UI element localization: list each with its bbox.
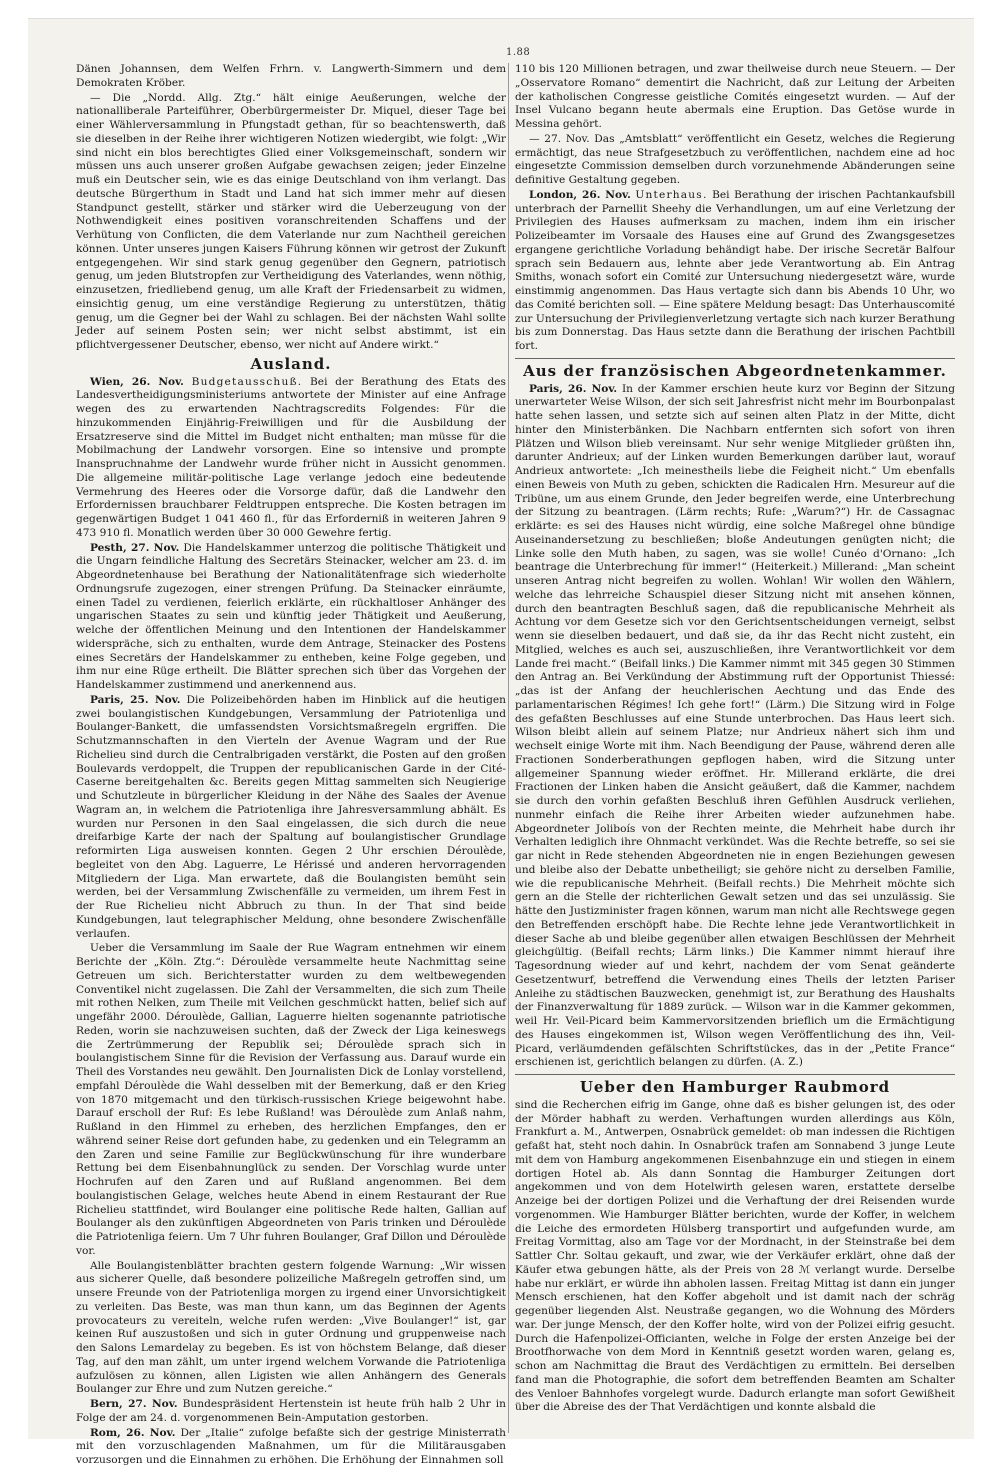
article-paris bbox=[76, 694, 506, 942]
article-wien bbox=[76, 376, 506, 541]
dateline-pesth: Pesth, 27. Nov. bbox=[90, 541, 180, 554]
section-title-raubmord: Ueber den Hamburger Raubmord bbox=[579, 1078, 891, 1096]
article-paris-2: Ueber die Versammlung im Saale der Rue Wagram entnehmen wir einem Berichte der „Köln. Ztg.“: Déroulède versammelte heute Nachmittag seine Getreuen um sich. Berichterstatter wurden zu dem weltbewegenden Conventikel nicht zugelassen. Die Zahl der Versammelten, die sich zum Theile mit rothen Nelken, zum Theile mit Veilchen geschmückt hatten, belief sich auf ungefähr 2000. Déroulède, Gallian, Laguerre hielten sogenannte patriotische Reden, worin sie nachzuweisen suchten, daß der Zweck der Liga keineswegs die Zertrümmerung der Republik sei; Déroulède sprach sich in boulangistischem Sinne für die Revision der Verfassung aus. Darauf wurde ein Theil des Vorstandes neu gewählt. Den Journalisten Dick de Lonlay vorstellend, empfahl Déroulède die Wahl desselben mit der Bemerkung, daß er den Krieg von 1870 mitgemacht und den türkisch-russischen Kriege beigewohnt habe. Darauf erscholl der Ruf: Es lebe Rußland! was Déroulède zum Anlaß nahm, Rußland in den Himmel zu erheben, des herzlichen Empfanges, den er während seiner Reise dort gefunden habe, zu gedenken und ein Telegramm an den Zaren und seine Familie zur Beglückwünschung für ihre wunderbare Rettung bei dem Eisenbahnunglück zu senden. Der Vorschlag wurde unter Hochrufen auf den Zaren und auf Rußland angenommen. Bei dem boulangistischen Gelage, welches heute Abend in einem Restaurant der Rue Richelieu stattfindet, wird Boulanger eine politische Rede halten, Gallian auf Boulanger als den zukünftigen Abgeordneten von Paris trinken und Déroulède die Patriotenliga feiern. Um 7 Uhr fuhren Boulanger, Graf Dillon und Déroulède vor. bbox=[76, 942, 506, 1257]
text-wien: Bei der Berathung des Etats des Landesvertheidigungsministeriums antwortete der Minister auf eine Anfrage wegen des zu erwartenden Nachtragscredits Folgendes: Für die hinzukommenden Einjährig-Freiwilligen und für die Ausbildung der Ersatzreserve sind die Mittel im Budget nicht enthalten; man müsse für die Mobilmachung der Landwehr vorsorgen. Eine so intensive und prompte Inanspruchnahme der Landwehr wurde früher nicht in Aussicht genommen. Die allgemeine militär-politische Lage verlange jedoch eine bedeutende Vermehrung des Heeres oder die Vorsorge dafür, daß die Landwehr den Erfordernissen brauchbarer Feldtruppen entspreche. Die Kosten betragen im gegenwärtigen Budget 1 041 460 fl., für das Erforderniß in weiteren Jahren 9 473 910 fl. Monatlich werden über 30 000 Gewehre fertig. bbox=[76, 375, 506, 539]
dateline-paris-26: Paris, 26. Nov. bbox=[529, 382, 618, 395]
divider-2 bbox=[515, 1074, 955, 1075]
opening-fragment: Dänen Johannsen, dem Welfen Frhrn. v. Langwerth-Simmern und dem Demokraten Kröber. bbox=[76, 63, 506, 89]
section-title-kammer: Aus der französischen Abgeordnetenkammer. bbox=[523, 361, 947, 380]
text-london: Bei Berathung der irischen Pachtankaufsbill unterbrach der Parnellit Sheehy die Verhandlungen, um auf eine Verletzung der Privilegien des Hauses aufmerksam zu machen, indem ihm ein irischer Polizeibeamter im Vorsaale des Hauses eine auf Grund des Zwangsgesetzes ergangene gerichtliche Vorladung behändigt habe. Der irische Secretär Balfour sprach sein Bedauern aus, lehnte aber jede Verantwortung ab. Ein Antrag Smiths, wonach sofort ein Comité zur Untersuchung niedergesetzt wäre, wurde einstimmig angenommen. Das Haus vertagte sich dann bis Abends 10 Uhr, wo das Comité berichten soll. — Eine spätere Meldung besagt: Das Unterhauscomité zur Untersuchung der Privilegienverletzung vertagte sich nach kurzer Berathung bis zum Donnerstag. Das Haus setzte dann die Berathung der irischen Pachtbill fort. bbox=[515, 188, 955, 352]
dateline-wien: Wien, 26. Nov. bbox=[90, 375, 184, 388]
article-kammer bbox=[515, 383, 955, 1071]
dateline-bern: Bern, 27. Nov. bbox=[90, 1398, 178, 1410]
dateline-rom: Rom, 26. Nov. bbox=[90, 1426, 176, 1439]
right-column bbox=[508, 63, 955, 1433]
article-raubmord: sind die Recherchen eifrig im Gange, ohne daß es bisher gelungen ist, des oder der Mörder habhaft zu werden. Verhaftungen wurden allerdings aus Köln, Frankfurt a. M., Antwerpen, Osnabrück gemeldet: ob man indessen die Richtigen gefaßt hat, steht noch dahin. In Osnabrück trafen am Sonnabend 3 junge Leute mit dem von Hamburg angekommenen Eisenbahnzuge ein und stiegen in einem dortigen Hotel ab. Als dann Sonntag die Hamburger Zeitungen dort angekommen und von dem Hotelwirth gelesen waren, erstattete derselbe Anzeige bei der dortigen Polizei und die Verhaftung der drei Reisenden wurde vorgenommen. Wie Hamburger Blätter berichten, wurde der Koffer, in welchem die Leiche des ermordeten Hülsberg transportirt und aufgefunden wurde, am Freitag Vormittag, also am Tage vor der Mordnacht, in der Steinstraße bei dem Sattler Chr. Soltau gekauft, und zwar, wie der Verkäufer erklärt, ohne daß der Käufer etwa gebungen hätte, als der Preis von 28 ℳ verlangt wurde. Derselbe habe nur erklärt, er würde ihn abholen lassen. Freitag Mittag ist dann ein junger Mensch erschienen, hat den Koffer abgeholt und ist damit nach der schräg gegenüber liegenden Alst. Neustraße gegangen, wo die Wohnung des Mörders war. Der junge Mensch, der den Koffer holte, wird von der Polizei eifrig gesucht. Durch die Hafenpolizei-Officianten, welche in Folge der ersten Anzeige bei der Brootfhorwache von dem Mord in Kenntniß gesetzt worden waren, gelang es, schon am Nachmittag die Braut des Verdächtigen zu ermitteln. Bei derselben fand man die Photographie, die sofort dem betreffenden Beamten am Schalter des Venloer Bahnhofes vorgelegt wurde. Dadurch erlangte man sofort Gewißheit über die Abreise des der That Verdächtigen und konnte alsbald die bbox=[515, 1098, 955, 1414]
article-bern bbox=[76, 1398, 506, 1426]
text-pesth: Die Handelskammer unterzog die politische Thätigkeit und die Ungarn feindliche Haltung des Secretärs Steinacker, welcher am 23. d. im Abgeordnetenhause bei Berathung der Nationalitätenfrage sich wiederholte Ordnungsrufe zugezogen, einer strengen Prüfung. Da Steinacker einräumte, einen Tadel zu verdienen, feierlich erklärte, ein rückhaltloser Anhänger des ungarischen Staates zu sein und künftig jeder Thätigkeit und Aeußerung, welche der öffentlichen Meinung und den Intentionen der Handelskammer widerspräche, sich zu enthalten, wurde dem Antrage, Steinacker des Postens eines Secretärs der Handelskammer zu entheben, keine Folge gegeben, und ihm nur eine Rüge ertheilt. Die Blätter sprechen sich über das Vorgehen der Handelskammer zustimmend und anerkennend aus. bbox=[76, 541, 506, 691]
section-title-ausland: Ausland. bbox=[250, 354, 332, 373]
article-miquel: — Die „Nordd. Allg. Ztg.“ hält einige Aeußerungen, welche der nationalliberale Parteiführer, Oberbürgermeister Dr. Miquel, dieser Tage bei einer Wählerversammlung in Pfungstadt gethan, für so beachtenswerth, daß sie dieselben in der Reihe ihrer wichtigeren Notizen wiedergibt, wie folgt: „Wir sind nicht ein blos berechtigtes Glied einer Volksgemeinschaft, sondern wir müssen uns auch unserer großen Aufgabe gewachsen zeigen; jeder Einzelne muß ein Deutscher sein, wie es das einige Deutschland von ihm verlangt. Das deutsche Bürgerthum in Stadt und Land hat sich immer mehr auf diesen Standpunct gestellt, stärker und stärker wird die Ueberzeugung von der Nothwendigkeit eines positiven voranschreitenden Schaffens und der Verhütung von Conflicten, die dem Vaterlande nur zum Nachtheil gereichen können. Unter unseres jungen Kaisers Führung können wir getrost der Zukunft entgegengehen. Wir sind stark genug gegenüber den Gegnern, patriotisch genug, um jeden Blutstropfen zur Vertheidigung des Vaterlandes, wenn nöthig, einzusetzen, friedliebend genug, um alle Kraft der Friedensarbeit zu widmen, einsichtig genug, um eine verständige Regierung zu unterstützen, thätig genug, um die Gegner bei der Wahl zu schlagen. Bei der nächsten Wahl sollte Jeder auf seinem Posten sein; wer nicht selbst abstimmt, ist ein pflichtvergessener Deutscher, ebenso, wer nicht auf Andere wirkt.“ bbox=[76, 91, 506, 351]
left-column bbox=[76, 63, 506, 1466]
dateline-london: London, 26. Nov. bbox=[529, 188, 631, 201]
article-rom-27: — 27. Nov. Das „Amtsblatt“ veröffentlicht ein Gesetz, welches die Regierung ermächtigt, das neue Strafgesetzbuch zu veröffentlichen, nachdem eine ad hoc eingesetzte Commission demselben durch vorzunehmende Abänderungen seine definitive Gestaltung gegeben. bbox=[515, 132, 955, 186]
text-bern: Bundespräsident Hertenstein ist heute früh halb 2 Uhr in Folge der am 24. d. vorgenommenen Bein-Amputation gestorben. bbox=[76, 1398, 506, 1424]
article-pesth bbox=[76, 542, 506, 693]
text-kammer: In der Kammer erschien heute kurz vor Beginn der Sitzung unerwarteter Weise Wilson, der sich seit Jahresfrist nicht mehr im Bourbonpalast hatte sehen lassen, und setzte sich auf seinen alten Platz in der Mitte, dicht hinter den Ministerbänken. Die Nachbarn entfernten sich sofort von ihren Plätzen und Wilson blieb vereinsamt. Nur sehr wenige Mitglieder grüßten ihn, darunter Andrieux; auf der Linken wurden Bemerkungen darüber laut, worauf Andrieux antwortete: „Ich meinestheils liebe die Feigheit nicht.“ Um ebenfalls einen Beweis von Muth zu geben, schickten die Radicalen Hrn. Mesureur auf die Tribüne, um aus einem Grunde, den Jeder begreifen werde, eine Unterbrechung der Sitzung zu beantragen. (Lärm rechts; Rufe: „Warum?“) Hr. de Cassagnac erklärte: es sei des Hauses nicht würdig, eine solche Maßregel ohne bündige Auseinandersetzung zu beschließen; bloße Andeutungen genügten nicht; die Linke solle den Muth haben, zu sagen, was sie wolle! Cunéo d'Ornano: „Ich beantrage die Unterbrechung für immer!“ (Heiterkeit.) Millerand: „Man scheint unseren Antrag nicht begreifen zu wollen. Wohlan! Wir wollen den Wählern, welche das lehrreiche Schauspiel dieser Sitzung nicht mit ansehen können, durch den beantragten Beschluß sagen, daß die republicanische Mehrheit als Achtung vor dem Gesetze sich vor den Gerichtsentscheidungen verneigt, selbst wenn sie dieselben bedauert, und daß sie, da ihr das Recht nicht zusteht, ein Mitglied, welches es auch sei, auszuschließen, ihre Verantwortlichkeit vor dem Lande frei macht.“ (Beifall links.) Die Kammer nimmt mit 345 gegen 30 Stimmen den Antrag an. Bei Verkündung der Abstimmung ruft der Opportunist Thiessé: „das ist der Anfang der heuchlerischen Aechtung und das Ende des parlamentarischen Régimes! Ich gehe fort!“ (Lärm.) Die Sitzung wird in Folge des gefaßten Beschlusses auf eine Stunde unterbrochen. Das Haus leert sich. Wilson bleibt allein auf seinem Platze; nur Andrieux nähert sich ihm und wechselt einige Worte mit ihm. Nach Beendigung der Pause, während deren alle Fractionen Sonderberathungen gepflogen haben, wird die Sitzung unter allgemeiner Spannung wieder eröffnet. Hr. Millerand erklärte, die drei Fractionen der Linken haben die Ansicht geäußert, daß die Kammer, nachdem sie durch den vorhin gefaßten Beschluß ihren Gefühlen Ausdruck verliehen, nunmehr einfach die Reihe ihrer Arbeiten wieder aufzunehmen habe. Abgeordneter Joliboís von der Rechten meinte, die Mehrheit habe durch ihr Verhalten lediglich ihre Ohnmacht verkündet. Was die Rechte betreffe, so sei sie gar nicht in Rede stehenden Abgeordneten nie in engen Beziehungen gewesen und bleibe also der Debatte unbetheiligt; sie gehöre nicht zu derselben Familie, wie die republicanische Mehrheit. (Beifall rechts.) Die Mehrheit möchte sich gern an die Stelle der richterlichen Gewalt setzen und das sei unzulässig. Sie hätte den Justizminister fragen können, warum man nicht alle Rechtswege gegen den Betreffenden erschöpft habe. Die Rechte lehne jede Verantwortlichkeit in dieser Sache ab und bleibe gegenüber allen etwaigen Beschlüssen der Mehrheit gleichgültig. (Beifall rechts; Lärm links.) Die Kammer nimmt hierauf ihre Tagesordnung wieder auf und kehrt, nachdem der vom Senat geänderte Gesetzentwurf, betreffend die Verwendung eines Theils der letzten Pariser Anleihe zu städtischen Bauzwecken, genehmigt ist, zur Berathung des Haushalts der Finanzverwaltung für 1889 zurück. — Wilson war in die Kammer gekommen, weil Hr. Veil-Picard beim Kammervorsitzenden brieflich um die Ermächtigung des Hauses eingekommen ist, Wilson wegen Veröffentlichung des ihn, Veil-Picard, verläumdenden gefälschten Schriftstückes, das in der „Petite France“ erschienen ist, gerichtlich belangen zu dürfen. (A. Z.) bbox=[515, 382, 955, 1069]
text-paris: Die Polizeibehörden haben im Hinblick auf die heutigen zwei boulangistischen Kundgebungen, Versammlung der Patriotenliga und Boulanger-Bankett, die umfassendsten Vorsichtsmaßregeln ergriffen. Die Schutzmannschaften in den Vierteln der Avenue Wagram und der Rue Richelieu sind durch die Centralbrigaden verstärkt, die Posten auf den großen Boulevards verdoppelt, die Truppen der republicanischen Garde in der Cité-Caserne bereitgehalten &c. Bereits gegen Mittag sammelten sich Neugierige und Schutzleute in bürgerlicher Kleidung in der Nähe des Saales der Avenue Wagram an, in welchem die Patriotenliga ihre Jahresversammlung abhält. Es wurden nur Personen in den Saal eingelassen, die sich durch die neue dreifarbige Karte der nach der Spaltung auf boulangistischer Grundlage reformirten Liga ausweisen konnten. Gegen 2 Uhr erschien Déroulède, begleitet von den Abg. Laguerre, Le Hérissé und anderen hervorragenden Mitgliedern der Liga. Man erwartete, daß die Boulangisten bemüht sein werden, bei der Versammlung Zwischenfälle zu vermeiden, um ihrem Fest in der Rue Richelieu nicht Abbruch zu thun. In der That sind beide Kundgebungen, laut telegraphischer Meldung, ohne besondere Zwischenfälle verlaufen. bbox=[76, 693, 506, 940]
text-rom: Der „Italie“ zufolge befaßte sich der gestrige Ministerrath mit den vorzuschlagenden Maßnahmen, um für die Militärausgaben vorzusorgen und die Einnahmen zu erhöhen. Die Erhöhung der Einnahmen soll bbox=[76, 1426, 506, 1466]
head-london: Unterhaus. bbox=[635, 188, 708, 201]
page-number: 1.88 bbox=[506, 47, 531, 58]
head-wien: Budgetausschuß. bbox=[191, 375, 303, 388]
article-paris-3: Alle Boulangistenblätter brachten gestern folgende Warnung: „Wir wissen aus sicherer Quelle, daß besondere polizeiliche Maßregeln getroffen sind, um unsere Freunde von der Patriotenliga morgen zu irgend einer Unvorsichtigkeit zu verleiten. Das Beste, was man thun kann, um das Beginnen der Agents provocateurs zu vereiteln, welche rufen werden: „Vive Boulanger!“ ist, gar keinen Ruf auszustoßen und sich in guter Ordnung und gruppenweise nach den Salons Lemardelay zu begeben. Es ist von höchstem Belange, daß dieser Tag, auf den man zählt, um unter irgend welchem Vorwande die Patriotenliga aufzulösen zu können, allen Ligisten wie allen Anhängern des Generals Boulanger zur Ehre und zum Nutzen gereiche.“ bbox=[76, 1259, 506, 1396]
dateline-paris: Paris, 25. Nov. bbox=[90, 693, 181, 706]
newspaper-page bbox=[28, 18, 974, 1466]
divider bbox=[515, 358, 955, 359]
article-london bbox=[515, 189, 955, 354]
article-rom bbox=[76, 1427, 506, 1468]
article-rom-continued: 110 bis 120 Millionen betragen, und zwar theilweise durch neue Steuern. — Der „Osservatore Romano“ dementirt die Nachricht, daß zur Leitung der Arbeiten der katholischen Congresse geistliche Comités eingesetzt wurden. — Auf der Insel Vulcano begann heute abermals eine Eruption. Das Getöse wurde in Messina gehört. bbox=[515, 63, 955, 130]
